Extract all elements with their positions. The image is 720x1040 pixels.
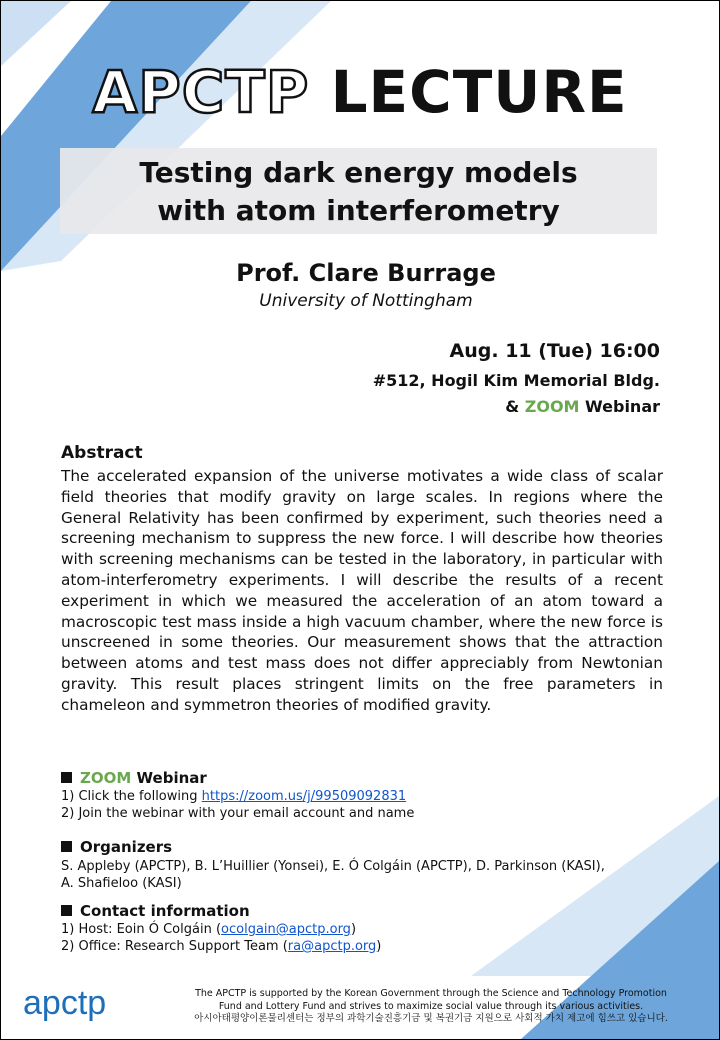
zoom-step-1 [61, 788, 406, 805]
talk-title [60, 154, 657, 230]
speaker-affiliation: University of Nottingham [259, 291, 473, 311]
speaker-name: Prof. Clare Burrage [236, 259, 496, 287]
title-lecture: LECTURE [330, 58, 628, 126]
event-datetime: Aug. 11 (Tue) 16:00 [449, 340, 660, 362]
contact-host [61, 921, 356, 938]
zoom-webinar-heading [61, 769, 207, 787]
host-email-link[interactable]: ocolgain@apctp.org [221, 922, 351, 937]
poster-title [1, 57, 719, 127]
abstract-text: The accelerated expansion of the universe motivates a wide class of scalar field theories that modify gravity on large scales. In regions where the General Relativity has been confirmed by experiment, such theories need a screening mechanism to suppress the new force. I will describe how theories with screening mechanisms can be tested in the laboratory, in particular with atom-interferometry experiments. I will describe the results of a recent experiment in which we measured the acceleration of an atom toward a macroscopic test mass inside a high vacuum chamber, where the new force is unscreened in some theories. Our measurement shows that the attraction between atoms and test mass does not differ appreciably from Newtonian gravity. This result places stringent limits on the free parameters in chameleon and symmetron theories of modified gravity. [61, 467, 663, 714]
square-bullet-icon [61, 772, 72, 783]
contact-office-prefix: 2) Office: Research Support Team ( [61, 939, 288, 954]
zoom-heading-rest: Webinar [131, 769, 207, 787]
contact-host-suffix: ) [350, 922, 357, 937]
footer-line-2: Fund and Lottery Fund and strives to maximize social value through its various activities. [218, 1000, 644, 1012]
zoom-heading-label: ZOOM [80, 769, 132, 787]
organizers-line-1: S. Appleby (APCTP), B. L’Huillier (Yonsei), E. Ó Colgáin (APCTP), D. Parkinson (KASI), [61, 859, 605, 874]
apctp-logo-text: apctp [23, 984, 107, 1022]
event-venue: #512, Hogil Kim Memorial Bldg. [372, 371, 660, 390]
webinar-prefix: & [505, 397, 525, 416]
organizers-line-2: A. Shafieloo (KASI) [61, 876, 182, 891]
webinar-suffix: Webinar [579, 397, 660, 416]
zoom-step-2: 2) Join the webinar with your email account and name [61, 806, 415, 821]
contact-office [61, 938, 381, 955]
footer-line-1: The APCTP is supported by the Korean Government through the Science and Technology Promotion [195, 988, 667, 999]
contact-heading [61, 902, 250, 920]
abstract-heading: Abstract [61, 443, 143, 463]
organizers-heading [61, 838, 172, 856]
organizers-heading-label: Organizers [80, 838, 173, 856]
talk-title-line2: with atom interferometry [157, 194, 560, 227]
zoom-link[interactable]: https://zoom.us/j/99509092831 [201, 789, 407, 804]
square-bullet-icon [61, 905, 72, 916]
event-webinar [505, 397, 660, 416]
square-bullet-icon [61, 841, 72, 852]
footer-notice [156, 988, 706, 1026]
zoom-step-1-text: 1) Click the following [61, 789, 202, 804]
office-email-link[interactable]: ra@apctp.org [287, 939, 377, 954]
contact-heading-label: Contact information [80, 902, 250, 920]
apctp-logo [23, 983, 148, 1027]
talk-title-line1: Testing dark energy models [139, 156, 578, 189]
contact-office-suffix: ) [376, 939, 382, 954]
contact-host-prefix: 1) Host: Eoin Ó Colgáin ( [61, 922, 222, 937]
footer-line-3: 아시아태평양이론물리센터는 정부의 과학기술진흥기금 및 복권기금 지원으로 사회적 가치 제고에 힘쓰고 있습니다. [194, 1013, 668, 1024]
zoom-label: ZOOM [524, 397, 580, 416]
title-apctp: APCTP [92, 58, 310, 126]
